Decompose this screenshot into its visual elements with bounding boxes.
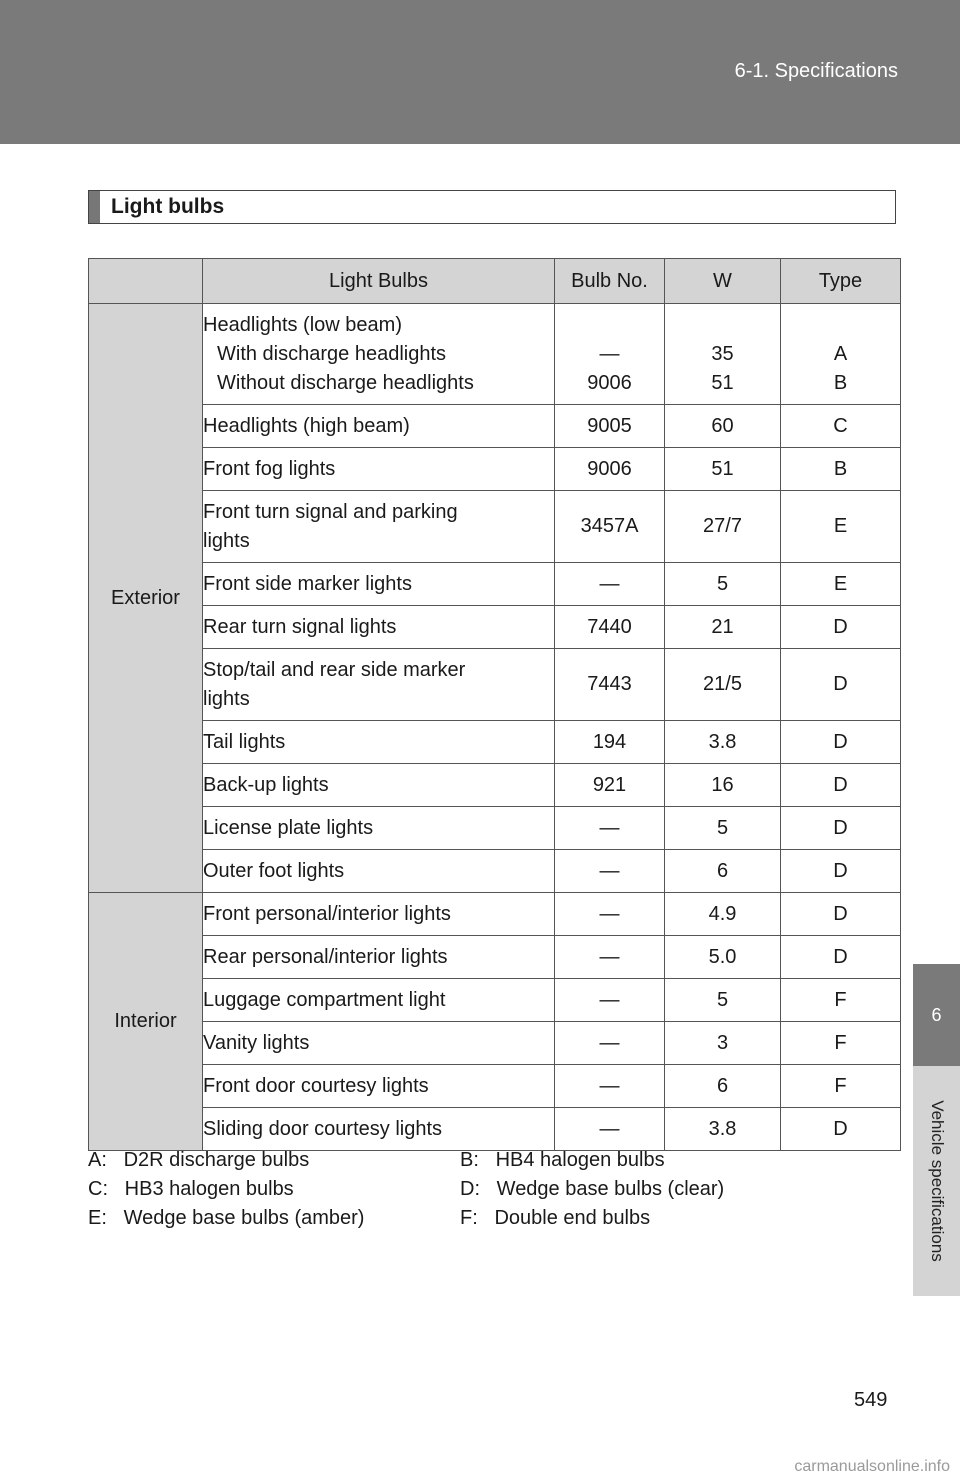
row-watts: 27/7 xyxy=(665,491,781,563)
row-name-line1: Front turn signal and parking xyxy=(203,500,458,523)
chapter-tab-label[interactable] xyxy=(913,1066,960,1296)
header-band xyxy=(0,0,960,144)
footnote-f: F: Double end bulbs xyxy=(460,1207,651,1229)
section-title-box xyxy=(88,190,896,224)
headlights-low-sub1: With discharge headlights xyxy=(217,342,447,365)
row-name: Front personal/interior lights xyxy=(203,893,555,936)
bulb-value: 9006 xyxy=(587,371,632,394)
row-type: D xyxy=(781,893,901,936)
footnote-e: E: Wedge base bulbs (amber) xyxy=(88,1207,365,1229)
row-bulb: — xyxy=(555,1022,665,1065)
page-number: 549 xyxy=(854,1389,888,1411)
row-bulb: — xyxy=(555,850,665,893)
row-type: D xyxy=(781,1108,901,1151)
row-name: Front door courtesy lights xyxy=(203,1065,555,1108)
table-row xyxy=(89,1022,901,1065)
row-type: D xyxy=(781,807,901,850)
chapter-tab-number[interactable]: 6 xyxy=(913,964,960,1066)
type-value: A xyxy=(833,342,848,365)
row-type: D xyxy=(781,764,901,807)
row-watts: 16 xyxy=(665,764,781,807)
row-bulb: — xyxy=(555,1108,665,1151)
table-row xyxy=(89,979,901,1022)
row-name xyxy=(203,491,555,563)
row-name: Front side marker lights xyxy=(203,563,555,606)
row-type: D xyxy=(781,649,901,721)
watts-value: 35 xyxy=(711,342,734,365)
row-type: D xyxy=(781,606,901,649)
row-watts: 5 xyxy=(665,807,781,850)
watermark: carmanualsonline.info xyxy=(794,1458,950,1475)
row-type: E xyxy=(781,563,901,606)
row-bulb: 7440 xyxy=(555,606,665,649)
table-row xyxy=(89,1108,901,1151)
row-type xyxy=(781,304,901,405)
row-bulb: — xyxy=(555,936,665,979)
table-row xyxy=(89,1065,901,1108)
row-watts: 3.8 xyxy=(665,721,781,764)
row-bulb: 9005 xyxy=(555,405,665,448)
row-name xyxy=(203,649,555,721)
row-name: Headlights (high beam) xyxy=(203,405,555,448)
table-row xyxy=(89,721,901,764)
row-bulb: 921 xyxy=(555,764,665,807)
row-name: Back-up lights xyxy=(203,764,555,807)
bulb-dash: — xyxy=(599,342,620,365)
table-row xyxy=(89,807,901,850)
table-row xyxy=(89,304,901,405)
row-bulb: 7443 xyxy=(555,649,665,721)
table-row xyxy=(89,563,901,606)
row-watts: 5.0 xyxy=(665,936,781,979)
row-type: F xyxy=(781,1065,901,1108)
row-name-line1: Stop/tail and rear side marker xyxy=(203,658,466,681)
row-bulb: — xyxy=(555,979,665,1022)
row-watts: 4.9 xyxy=(665,893,781,936)
row-name: Rear personal/interior lights xyxy=(203,936,555,979)
group-exterior: Exterior xyxy=(89,304,203,893)
row-bulb: — xyxy=(555,893,665,936)
footnote-a: A: D2R discharge bulbs xyxy=(88,1149,310,1171)
row-name: Sliding door courtesy lights xyxy=(203,1108,555,1151)
row-name: Tail lights xyxy=(203,721,555,764)
header-blank xyxy=(89,259,203,304)
row-watts xyxy=(665,304,781,405)
row-watts: 21/5 xyxy=(665,649,781,721)
table-header-row xyxy=(89,259,901,304)
type-value: B xyxy=(833,371,848,394)
header-bulb-no: Bulb No. xyxy=(555,259,665,304)
header-watts: W xyxy=(665,259,781,304)
footnote-d: D: Wedge base bulbs (clear) xyxy=(460,1178,725,1200)
header-light-bulbs: Light Bulbs xyxy=(203,259,555,304)
row-bulb: — xyxy=(555,807,665,850)
row-watts: 3 xyxy=(665,1022,781,1065)
watts-value: 51 xyxy=(711,371,734,394)
row-name: Rear turn signal lights xyxy=(203,606,555,649)
row-watts: 5 xyxy=(665,979,781,1022)
title-accent-bar xyxy=(89,191,100,223)
row-name: Outer foot lights xyxy=(203,850,555,893)
row-bulb: — xyxy=(555,563,665,606)
row-name: Luggage compartment light xyxy=(203,979,555,1022)
row-type: D xyxy=(781,721,901,764)
row-type: D xyxy=(781,936,901,979)
row-watts: 21 xyxy=(665,606,781,649)
row-name: License plate lights xyxy=(203,807,555,850)
row-type: D xyxy=(781,850,901,893)
row-type: C xyxy=(781,405,901,448)
chapter-tab-text: Vehicle specifications xyxy=(927,1100,947,1262)
table-row xyxy=(89,405,901,448)
row-name: Vanity lights xyxy=(203,1022,555,1065)
table-row xyxy=(89,649,901,721)
table-row xyxy=(89,850,901,893)
row-type: F xyxy=(781,979,901,1022)
row-type: E xyxy=(781,491,901,563)
row-type: B xyxy=(781,448,901,491)
row-watts: 60 xyxy=(665,405,781,448)
row-bulb: 3457A xyxy=(555,491,665,563)
row-name: Front fog lights xyxy=(203,448,555,491)
row-name-line2: lights xyxy=(203,687,250,710)
row-name xyxy=(203,304,555,405)
row-type: F xyxy=(781,1022,901,1065)
table-row xyxy=(89,491,901,563)
light-bulbs-table xyxy=(88,258,901,1151)
section-header: 6-1. Specifications xyxy=(734,60,898,82)
footnote-c: C: HB3 halogen bulbs xyxy=(88,1178,294,1200)
table-row xyxy=(89,936,901,979)
row-name-line2: lights xyxy=(203,529,250,552)
row-bulb: 9006 xyxy=(555,448,665,491)
row-watts: 6 xyxy=(665,1065,781,1108)
row-bulb: — xyxy=(555,1065,665,1108)
group-interior: Interior xyxy=(89,893,203,1151)
row-watts: 3.8 xyxy=(665,1108,781,1151)
table-row xyxy=(89,893,901,936)
row-bulb xyxy=(555,304,665,405)
header-type: Type xyxy=(781,259,901,304)
row-bulb: 194 xyxy=(555,721,665,764)
section-title: Light bulbs xyxy=(111,195,225,218)
row-watts: 51 xyxy=(665,448,781,491)
table-row xyxy=(89,764,901,807)
table-row xyxy=(89,606,901,649)
row-watts: 6 xyxy=(665,850,781,893)
headlights-low-title: Headlights (low beam) xyxy=(203,313,402,336)
headlights-low-sub2: Without discharge headlights xyxy=(217,371,474,394)
row-watts: 5 xyxy=(665,563,781,606)
table-row xyxy=(89,448,901,491)
footnote-b: B: HB4 halogen bulbs xyxy=(460,1149,665,1171)
